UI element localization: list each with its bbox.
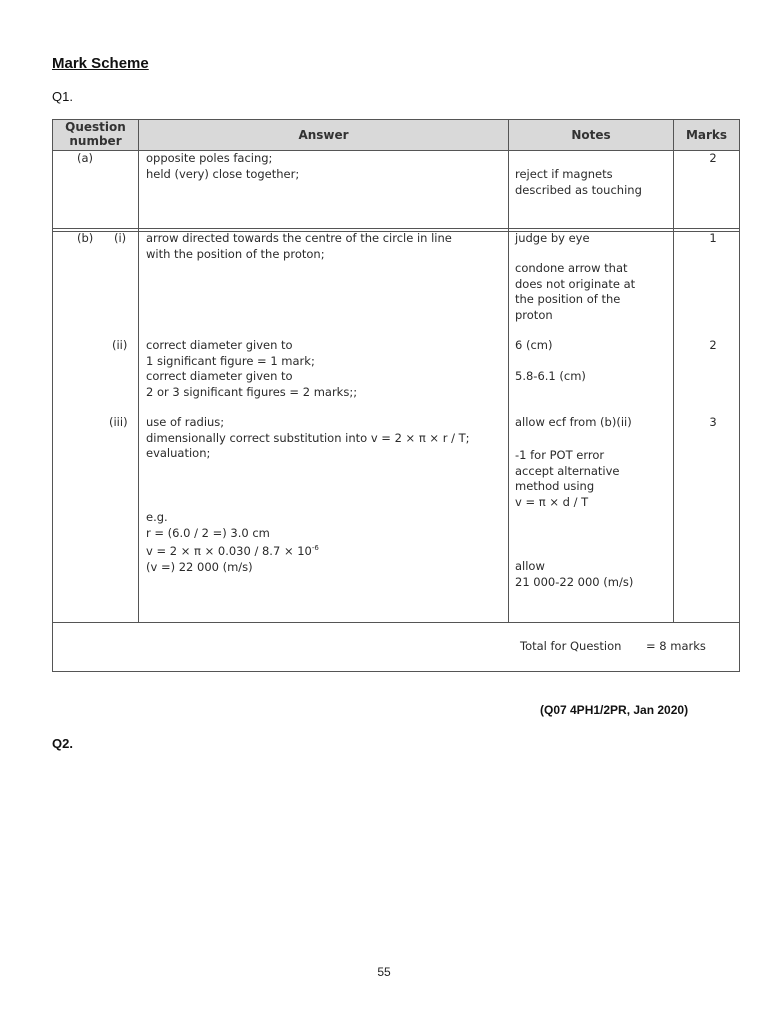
header-notes: Notes xyxy=(571,128,611,142)
part-b-ii-answer: correct diameter given to 1 significant figure = 1 mark; correct diameter given to 2 or 3 significant figures = 2 marks;; xyxy=(146,338,358,399)
part-b-i-note-judge: judge by eye xyxy=(515,231,590,245)
part-b-i-label: (i) xyxy=(114,231,127,245)
header-question-number: Question number xyxy=(65,120,126,148)
part-b-iii-marks: 3 xyxy=(709,415,717,429)
part-b-i-answer: arrow directed towards the centre of the circle in line with the position of the proton; xyxy=(146,231,452,261)
page-number: 55 xyxy=(377,965,391,979)
part-a-marks: 2 xyxy=(709,151,717,165)
exponent-superscript: -6 xyxy=(311,544,319,552)
part-b-ii-label: (ii) xyxy=(112,338,128,352)
part-b-iii-example: e.g. r = (6.0 / 2 =) 3.0 cm $v = 2 \times \pi \times 0.030 / 8.7 \times 10^{-6}$ (v =) 22 000 (m/s) xyxy=(146,510,319,574)
part-a-label: (a) xyxy=(77,151,94,165)
part-b-ii-marks: 2 xyxy=(709,338,717,352)
header-answer: Answer xyxy=(298,128,349,142)
part-b-iii-note-ecf: allow ecf from (b)(ii) xyxy=(515,415,632,429)
part-a-answer: opposite poles facing; held (very) close together; xyxy=(146,151,300,181)
column-divider-2 xyxy=(508,119,509,622)
part-b-label: (b) xyxy=(77,231,94,245)
column-divider-3 xyxy=(673,119,674,622)
question-2-label: Q2. xyxy=(52,736,73,751)
part-b-ii-note-6cm: 6 (cm) xyxy=(515,338,553,352)
part-b-ii-note-range: 5.8-6.1 (cm) xyxy=(515,369,586,383)
part-a-notes: reject if magnets described as touching xyxy=(515,167,642,197)
part-b-i-marks: 1 xyxy=(709,231,717,245)
part-b-iii-note-pot: -1 for POT error accept alternative method using v = π × d / T xyxy=(515,448,620,509)
part-b-iii-answer: use of radius; dimensionally correct substitution into v = 2 × π × r / T; evaluation; xyxy=(146,415,470,460)
header-marks: Marks xyxy=(685,128,728,142)
row-a-divider xyxy=(52,228,740,229)
total-label: Total for Question xyxy=(520,639,622,653)
question-1-label: Q1. xyxy=(52,89,73,104)
part-b-i-note-condone: condone arrow that does not originate at the position of the proton xyxy=(515,261,636,322)
total-row-divider xyxy=(52,622,740,623)
part-b-iii-note-allow: allow 21 000-22 000 (m/s) xyxy=(515,559,634,589)
column-divider-1 xyxy=(138,119,139,622)
mark-scheme-heading: Mark Scheme xyxy=(52,55,149,72)
source-reference: (Q07 4PH1/2PR, Jan 2020) xyxy=(540,703,689,717)
total-value: = 8 marks xyxy=(646,639,706,653)
part-b-iii-label: (iii) xyxy=(109,415,128,429)
